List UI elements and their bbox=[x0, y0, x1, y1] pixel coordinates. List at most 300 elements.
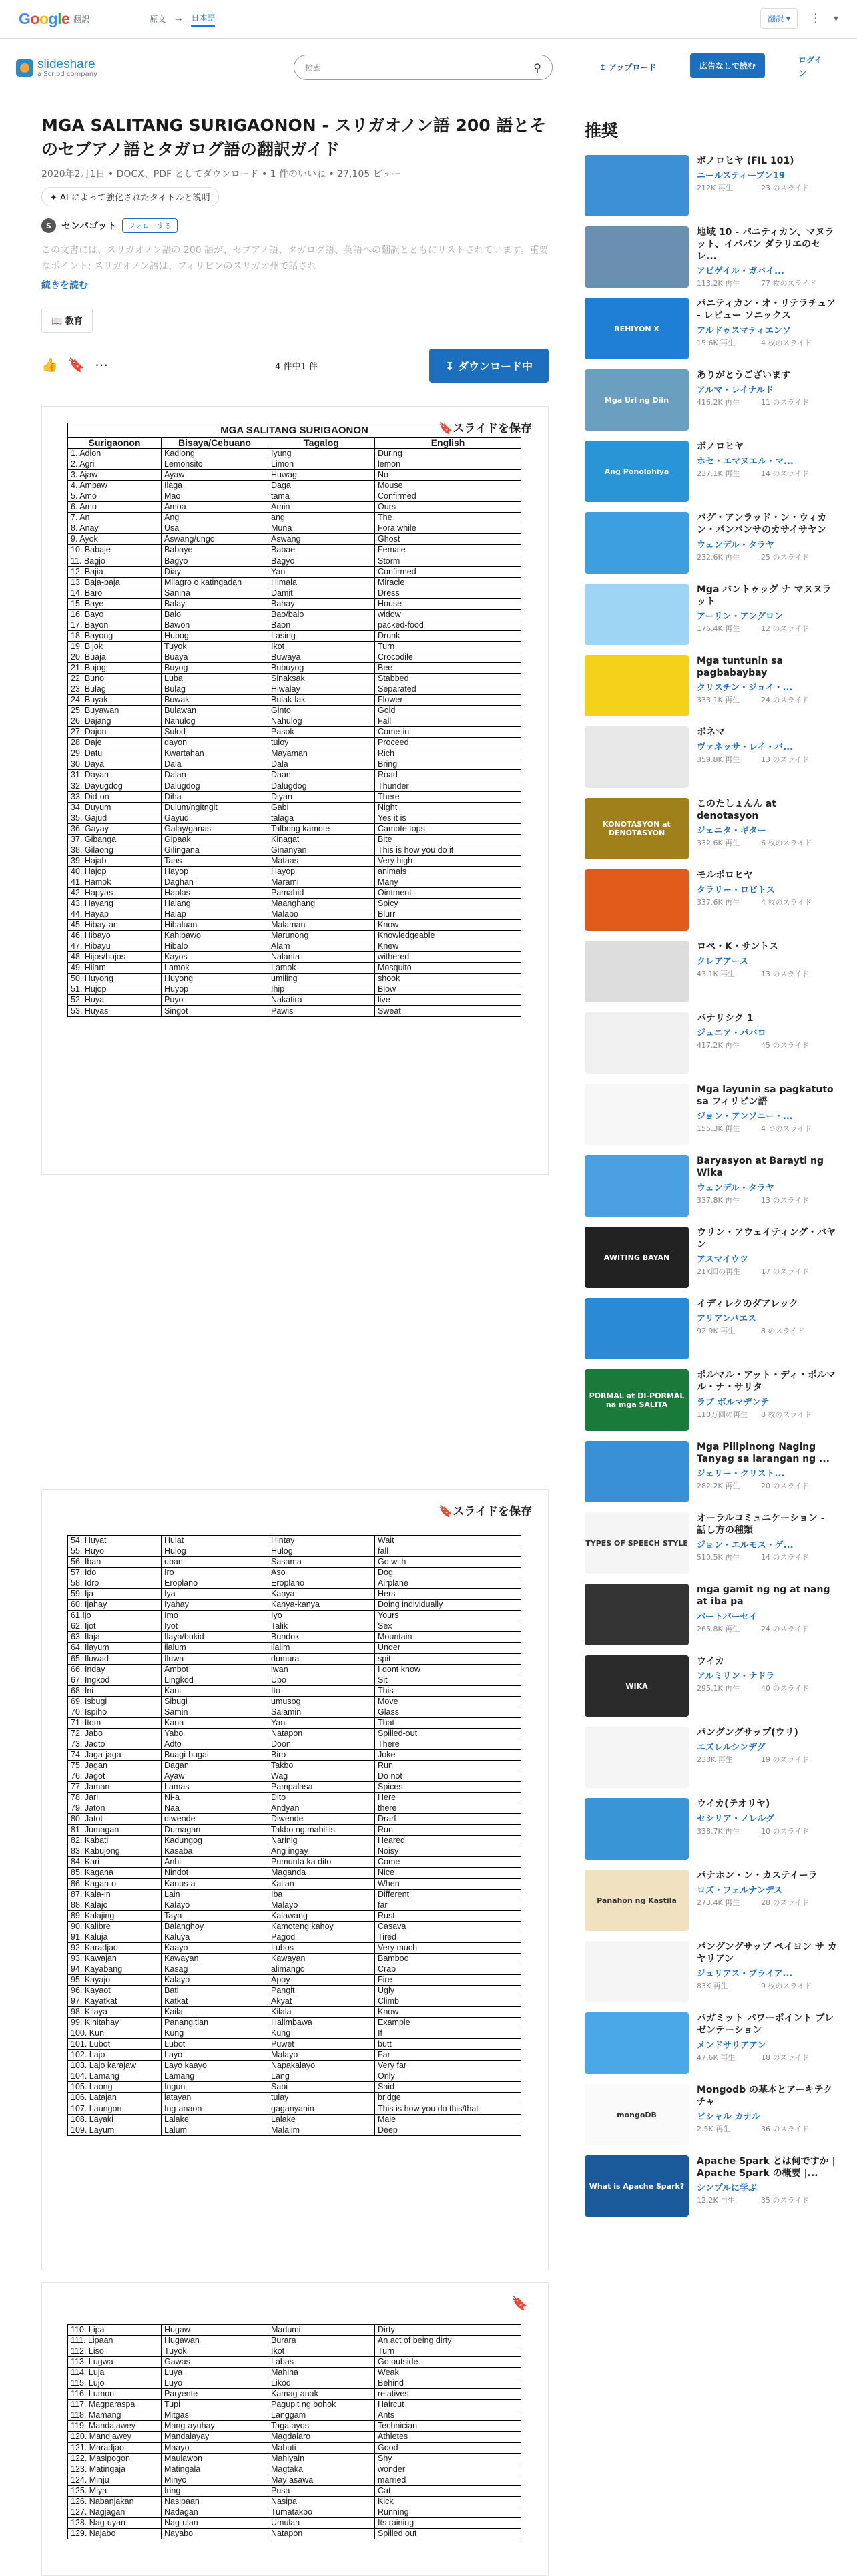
search-input[interactable] bbox=[294, 55, 553, 80]
table-cell: 33. Did-on bbox=[68, 791, 162, 802]
table-cell: Mao bbox=[162, 491, 268, 502]
slide-count: 4 枚のスライド bbox=[761, 339, 812, 347]
table-cell: Ang bbox=[162, 513, 268, 523]
recommendation-title[interactable]: パナホン・ン・カステイーラ bbox=[697, 1870, 818, 1881]
table-cell: 110. Lipa bbox=[68, 2325, 162, 2336]
login-link[interactable]: ログイン bbox=[798, 55, 822, 78]
table-cell: Come-in bbox=[375, 727, 521, 738]
table-row bbox=[68, 1760, 521, 1771]
table-cell: Ihip bbox=[268, 984, 375, 995]
download-icon: ↧ bbox=[445, 360, 458, 373]
view-count: 176.4K 再生 bbox=[697, 624, 740, 633]
table-row bbox=[68, 2464, 521, 2475]
table-cell: Mosquito bbox=[375, 963, 521, 974]
table-cell: Dala bbox=[268, 759, 375, 770]
table-cell: 25. Buyawan bbox=[68, 706, 162, 716]
more-icon[interactable]: ⋯ bbox=[95, 357, 108, 373]
table-cell: Gilingana bbox=[162, 845, 268, 855]
recommendation-stats bbox=[697, 1266, 837, 1277]
table-cell: Female bbox=[375, 545, 521, 556]
table-row bbox=[68, 556, 521, 566]
recommendation-item[interactable] bbox=[585, 1298, 845, 1369]
recommendation-title[interactable]: ボネマ bbox=[697, 727, 725, 738]
recommendation-thumbnail[interactable]: What is Apache Spark? bbox=[585, 2155, 689, 2217]
page-count: 4 件中1 件 bbox=[275, 362, 318, 372]
slide-count: 28 のスライド bbox=[761, 1898, 810, 1907]
recommendation-item[interactable] bbox=[585, 1084, 845, 1155]
table-cell: 65. Iluwad bbox=[68, 1653, 162, 1664]
recommendation-info bbox=[697, 1369, 837, 1441]
recommendation-thumbnail[interactable] bbox=[585, 1298, 689, 1359]
view-count: 12.2K 再生 bbox=[697, 2196, 736, 2205]
view-count: 416.2K 再生 bbox=[697, 398, 740, 407]
recommendation-author[interactable]: ラブ ボルマデンテ bbox=[697, 1398, 770, 1408]
table-cell: Apoy bbox=[268, 1974, 375, 1985]
recommendation-title[interactable]: ウリン・アウェイティング・バヤン bbox=[697, 1227, 836, 1250]
table-cell: Bawon bbox=[162, 620, 268, 630]
view-count: 338.7K 再生 bbox=[697, 1827, 740, 1836]
recommendation-thumbnail[interactable]: KONOTASYON at DENOTASYON bbox=[585, 798, 689, 859]
table-cell: ilalum bbox=[162, 1643, 268, 1653]
recommendation-item[interactable] bbox=[585, 2012, 845, 2084]
recommendation-author[interactable]: ニールスティーブン19 bbox=[697, 171, 785, 181]
table-cell: 43. Hayang bbox=[68, 899, 162, 909]
recommendation-author[interactable]: アリアンパエス bbox=[697, 1314, 757, 1324]
recommendation-thumbnail[interactable]: mongoDB bbox=[585, 2084, 689, 2145]
target-language[interactable]: 日本語 bbox=[191, 12, 215, 27]
table-cell: Crab bbox=[375, 1964, 521, 1974]
recommendation-title[interactable]: ロペ・K・サントス bbox=[697, 941, 779, 952]
document-main bbox=[41, 114, 549, 386]
more-vert-icon[interactable]: ⋮ bbox=[809, 11, 822, 25]
recommendation-author[interactable]: ジュリアス・ブライア... bbox=[697, 1969, 793, 1979]
table-cell: bridge bbox=[375, 2093, 521, 2103]
table-cell: 28. Daje bbox=[68, 738, 162, 748]
recommendation-author[interactable]: ジョン・アンソニー・... bbox=[697, 1112, 793, 1122]
recommendation-title[interactable]: ウイカ(テオリヤ) bbox=[697, 1799, 770, 1809]
table-row bbox=[68, 1803, 521, 1814]
table-cell: Wait bbox=[375, 1536, 521, 1546]
table-cell: Proceed bbox=[375, 738, 521, 748]
table-cell: Layo kaayo bbox=[162, 2061, 268, 2071]
read-more-link[interactable]: 続きを読む bbox=[41, 280, 88, 291]
recommendation-title[interactable]: パングングサップ ペイヨン サ カヤリアン bbox=[697, 1942, 837, 1964]
recommendation-title[interactable]: このたしょんん at denotasyon bbox=[697, 799, 777, 821]
recommendation-thumbnail[interactable] bbox=[585, 1727, 689, 1788]
avatar[interactable]: S bbox=[41, 218, 56, 233]
view-count: 337.8K 再生 bbox=[697, 1196, 740, 1205]
recommendation-info bbox=[697, 2155, 837, 2227]
recommendation-author[interactable]: アルドゥスマティエンソ bbox=[697, 326, 791, 336]
ai-badge[interactable] bbox=[41, 187, 219, 206]
table-cell: 14. Baro bbox=[68, 588, 162, 598]
recommendation-thumbnail[interactable]: TYPES OF SPEECH STYLE bbox=[585, 1512, 689, 1574]
table-cell: Nalanta bbox=[268, 952, 375, 963]
recommendation-author[interactable]: ロズ・フェルナンデス bbox=[697, 1886, 783, 1896]
save-slide-button[interactable] bbox=[439, 1502, 532, 1518]
recommendation-thumbnail[interactable] bbox=[585, 1941, 689, 2002]
table-cell: During bbox=[375, 449, 521, 459]
view-count: 333.1K 再生 bbox=[697, 696, 740, 704]
recommendation-author[interactable]: ジェリー・クリスト... bbox=[697, 1469, 785, 1479]
recommendation-thumbnail[interactable]: PORMAL at DI-PORMAL na mga SALITA bbox=[585, 1369, 689, 1431]
recommendation-thumbnail[interactable] bbox=[585, 1084, 689, 1145]
recommendation-author[interactable]: パートバーセイ bbox=[697, 1612, 758, 1622]
recommendation-thumbnail[interactable] bbox=[585, 155, 689, 216]
table-cell: Diyan bbox=[268, 791, 375, 802]
recommendation-item[interactable] bbox=[585, 512, 845, 584]
table-body bbox=[68, 1536, 521, 2136]
recommendation-stats bbox=[697, 1480, 837, 1491]
recommendation-author[interactable]: ウェンデル・タラヤ bbox=[697, 1183, 774, 1193]
table-cell: Confirmed bbox=[375, 566, 521, 577]
recommendation-item[interactable] bbox=[585, 1655, 845, 1727]
table-cell: Maayo bbox=[162, 2442, 268, 2453]
recommendation-thumbnail[interactable] bbox=[585, 941, 689, 1002]
recommendation-thumbnail[interactable] bbox=[585, 512, 689, 574]
recommendation-author[interactable]: ホセ・エマヌエル・マ... bbox=[697, 457, 794, 467]
table-row bbox=[68, 652, 521, 662]
table-cell: lemon bbox=[375, 459, 521, 470]
recommendation-title[interactable]: パングングサップ(ウリ) bbox=[697, 1727, 798, 1738]
recommendation-item[interactable] bbox=[585, 726, 845, 798]
recommendation-title[interactable]: パナリシク 1 bbox=[697, 1013, 754, 1024]
table-cell: Many bbox=[375, 877, 521, 887]
recommendation-title[interactable]: Mga バントゥッグ ナ マヌヌラット bbox=[697, 584, 832, 607]
table-cell: Iba bbox=[268, 1889, 375, 1900]
recommendation-author[interactable]: クレアアース bbox=[697, 957, 748, 967]
recommendation-author[interactable]: セシリア・ノレルグ bbox=[697, 1814, 774, 1824]
recommendation-thumbnail[interactable]: Panahon ng Kastila bbox=[585, 1870, 689, 1931]
chevron-down-icon[interactable]: ▾ bbox=[833, 13, 838, 24]
recommendation-author[interactable]: エズレルシンデグ bbox=[697, 1743, 766, 1753]
table-row bbox=[68, 2125, 521, 2135]
table-cell: Sulod bbox=[162, 727, 268, 738]
recommendation-thumbnail[interactable] bbox=[585, 726, 689, 788]
table-cell: 83. Kabujong bbox=[68, 1846, 162, 1857]
table-row bbox=[68, 1600, 521, 1611]
table-cell: Adto bbox=[162, 1739, 268, 1749]
recommendation-item[interactable] bbox=[585, 1941, 845, 2012]
slide-count: 25 のスライド bbox=[761, 553, 810, 562]
table-cell: 98. Kilaya bbox=[68, 2007, 162, 2018]
table-cell: Run bbox=[375, 1825, 521, 1836]
recommendation-author[interactable]: メンドサリアアン bbox=[697, 2041, 766, 2051]
recommendation-thumbnail[interactable] bbox=[585, 1441, 689, 1502]
recommendation-title[interactable]: Baryasyon at Barayti ng Wika bbox=[697, 1156, 824, 1178]
table-cell: Kinagat bbox=[268, 834, 375, 845]
recommendation-thumbnail[interactable]: Ang Ponolohiya bbox=[585, 441, 689, 502]
table-row bbox=[68, 855, 521, 866]
recommendation-item[interactable] bbox=[585, 2155, 845, 2227]
table-cell: 8. Anay bbox=[68, 523, 162, 534]
table-row bbox=[68, 1685, 521, 1696]
table-cell: Flower bbox=[375, 695, 521, 706]
table-row bbox=[68, 1782, 521, 1793]
recommendation-item[interactable] bbox=[585, 1870, 845, 1941]
table-cell: Nadagan bbox=[162, 2507, 268, 2517]
table-cell: Turn bbox=[375, 2346, 521, 2357]
table-cell: 12. Bajia bbox=[68, 566, 162, 577]
recommendation-title[interactable]: オーラルコミュニケーション - 話し方の種類 bbox=[697, 1513, 825, 1536]
search-icon[interactable]: ⚲ bbox=[533, 61, 541, 74]
table-row bbox=[68, 2378, 521, 2389]
table-cell: Lang bbox=[268, 2071, 375, 2082]
table-cell: Dito bbox=[268, 1793, 375, 1803]
table-row bbox=[68, 1557, 521, 1568]
table-cell: Narinig bbox=[268, 1836, 375, 1846]
recommendation-title[interactable]: ありがとうございます bbox=[697, 370, 790, 381]
recommendation-title[interactable]: モルポロヒヤ bbox=[697, 870, 753, 881]
table-cell: Weak bbox=[375, 2368, 521, 2378]
translate-menu-button[interactable]: 翻訳 ▾ bbox=[760, 8, 798, 29]
table-cell: Noisy bbox=[375, 1846, 521, 1857]
table-cell: If bbox=[375, 2028, 521, 2039]
table-row bbox=[68, 1707, 521, 1717]
recommendation-author[interactable]: シンプルに学ぶ bbox=[697, 2183, 758, 2193]
recommendation-thumbnail[interactable] bbox=[585, 1584, 689, 1645]
recommendation-title[interactable]: ボノロヒヤ (FIL 101) bbox=[697, 156, 794, 166]
table-cell: 73. Jadto bbox=[68, 1739, 162, 1749]
bookmark-icon[interactable]: 🔖 bbox=[511, 2295, 528, 2311]
table-cell: 114. Luja bbox=[68, 2368, 162, 2378]
table-row bbox=[68, 802, 521, 813]
table-cell: Ours bbox=[375, 502, 521, 513]
recommendation-item[interactable] bbox=[585, 441, 845, 512]
recommendation-thumbnail[interactable] bbox=[585, 1012, 689, 1074]
recommendation-title[interactable]: Mga layunin sa pagkatuto sa フィリピン語 bbox=[697, 1084, 834, 1107]
table-row bbox=[68, 2007, 521, 2018]
author-name[interactable]: センバゴット bbox=[61, 221, 117, 232]
recommendation-title[interactable]: Apache Spark とは何ですか | Apache Spark の概要 |... bbox=[697, 2156, 836, 2179]
table-cell: Lalum bbox=[162, 2125, 268, 2135]
recommendation-item[interactable] bbox=[585, 2084, 845, 2155]
table-cell: Very much bbox=[375, 1942, 521, 1953]
recommendation-item[interactable] bbox=[585, 155, 845, 226]
recommendation-thumbnail[interactable] bbox=[585, 1155, 689, 1217]
recommendation-info bbox=[697, 1441, 837, 1512]
recommendation-item[interactable] bbox=[585, 1441, 845, 1512]
recommendation-thumbnail[interactable]: AWITING BAYAN bbox=[585, 1227, 689, 1288]
recommendation-item[interactable] bbox=[585, 798, 845, 869]
recommendation-title[interactable]: ウイカ bbox=[697, 1656, 725, 1667]
recommendation-item[interactable] bbox=[585, 1584, 845, 1655]
recommendation-author[interactable]: ジェニタ・ギター bbox=[697, 826, 766, 836]
table-cell: Huyop bbox=[162, 984, 268, 995]
recommendation-item[interactable] bbox=[585, 869, 845, 941]
table-cell: Thunder bbox=[375, 781, 521, 791]
recommendation-item[interactable] bbox=[585, 655, 845, 726]
recommendation-title[interactable]: Mongodb の基本とアーキテクチャ bbox=[697, 2085, 833, 2107]
recommendation-author[interactable]: アーリン・アングロン bbox=[697, 612, 783, 622]
table-cell: 113. Lugwa bbox=[68, 2357, 162, 2368]
table-row bbox=[68, 2082, 521, 2093]
table-cell: Pampalasa bbox=[268, 1782, 375, 1793]
download-button[interactable] bbox=[429, 349, 549, 383]
recommendation-item[interactable] bbox=[585, 298, 845, 369]
recommendation-item[interactable] bbox=[585, 1512, 845, 1584]
recommendation-item[interactable] bbox=[585, 1012, 845, 1084]
recommendation-author[interactable]: ビシャル カナル bbox=[697, 2112, 760, 2122]
recommendation-title[interactable]: パニティカン・オ・リテラチュア - レビュー ソニックス bbox=[697, 298, 836, 321]
recommendation-item[interactable] bbox=[585, 1727, 845, 1798]
table-cell: Blurr bbox=[375, 909, 521, 920]
table-cell: Iring bbox=[162, 2485, 268, 2496]
follow-button[interactable]: フォローする bbox=[122, 218, 178, 233]
table-cell: Ants bbox=[375, 2410, 521, 2421]
table-cell: Ayaw bbox=[162, 1771, 268, 1782]
vocab-table bbox=[67, 2324, 521, 2539]
table-cell: Kung bbox=[162, 2028, 268, 2039]
recommendation-author[interactable]: タラリー・ロビトス bbox=[697, 885, 775, 895]
bookmark-icon[interactable]: 🔖 bbox=[68, 357, 85, 373]
recommendation-title[interactable]: 地域 10 - パニティカン、マヌラット、イバパン ダラリエのセレ... bbox=[697, 227, 834, 262]
recommendation-title[interactable]: Mga Pilipinong Naging Tanyag sa larangan ng ... bbox=[697, 1442, 830, 1464]
slide-count: 9 枚のスライド bbox=[761, 1982, 812, 1990]
table-cell: Kalawang bbox=[268, 1910, 375, 1921]
table-cell: Athletes bbox=[375, 2432, 521, 2442]
table-cell: Nindot bbox=[162, 1868, 268, 1878]
recommendation-item[interactable] bbox=[585, 369, 845, 441]
table-row bbox=[68, 2485, 521, 2496]
recommendation-author[interactable]: アルマ・レイナルド bbox=[697, 385, 774, 395]
recommendation-stats bbox=[697, 1897, 837, 1908]
recommendation-title[interactable]: バグ・アンラッド・ン・ウィカン・パンバンサのカサイサヤン bbox=[697, 513, 827, 535]
slide-count: 11 のスライド bbox=[761, 398, 810, 407]
table-cell: 49. Hilam bbox=[68, 963, 162, 974]
table-cell: House bbox=[375, 598, 521, 609]
recommendation-thumbnail[interactable] bbox=[585, 2012, 689, 2074]
recommendation-thumbnail[interactable] bbox=[585, 584, 689, 645]
view-count: 2.5K 再生 bbox=[697, 2125, 731, 2133]
recommendation-thumbnail[interactable]: REHIYON X bbox=[585, 298, 689, 359]
slideshare-header bbox=[0, 39, 857, 97]
header-cell: Bisaya/Cebuano bbox=[162, 438, 268, 449]
upload-link[interactable] bbox=[599, 61, 656, 73]
recommendation-author[interactable]: ジュニア・パバロ bbox=[697, 1028, 766, 1038]
table-cell: Sex bbox=[375, 1621, 521, 1632]
slide-count: 40 のスライド bbox=[761, 1684, 810, 1693]
recommendation-item[interactable] bbox=[585, 1155, 845, 1227]
recommendation-thumbnail[interactable] bbox=[585, 226, 689, 288]
table-row bbox=[68, 2442, 521, 2453]
like-icon[interactable]: 👍 bbox=[41, 357, 58, 373]
table-cell: Drarf bbox=[375, 1814, 521, 1825]
recommendation-item[interactable] bbox=[585, 584, 845, 655]
arrow-icon: → bbox=[175, 14, 182, 24]
table-row bbox=[68, 931, 521, 941]
recommendation-thumbnail[interactable]: WIKA bbox=[585, 1655, 689, 1717]
table-cell: I dont know bbox=[375, 1664, 521, 1675]
table-cell: Drunk bbox=[375, 630, 521, 641]
recommendation-author[interactable]: アビゲイル・ガバイ... bbox=[697, 266, 784, 276]
download-label: ダウンロード中 bbox=[457, 360, 533, 373]
recommendation-author[interactable]: ウェンデル・タラヤ bbox=[697, 540, 774, 550]
upload-icon: ↥ bbox=[599, 63, 609, 72]
slide-count: 6 枚のスライド bbox=[761, 839, 812, 847]
table-cell: 3. Ajaw bbox=[68, 470, 162, 481]
table-row bbox=[68, 834, 521, 845]
slideshare-logo[interactable] bbox=[16, 59, 97, 78]
category-chip[interactable] bbox=[41, 308, 93, 333]
recommendation-author[interactable]: アルミリン・ナドラ bbox=[697, 1671, 775, 1681]
table-cell: 106. Latajan bbox=[68, 2093, 162, 2103]
table-cell: Kamoteng kahoy bbox=[268, 1921, 375, 1932]
recommendation-title[interactable]: mga gamit ng ng at nang at iba pa bbox=[697, 1584, 830, 1607]
table-cell: Know bbox=[375, 920, 521, 931]
table-cell: Knew bbox=[375, 941, 521, 952]
recommendation-title[interactable]: ボノロヒヤ bbox=[697, 441, 744, 452]
table-cell: Kailan bbox=[268, 1878, 375, 1889]
table-cell: Nayabo bbox=[162, 2528, 268, 2539]
table-cell: 94. Kayabang bbox=[68, 1964, 162, 1974]
recommendation-item[interactable] bbox=[585, 1227, 845, 1298]
table-cell: Mabuti bbox=[268, 2442, 375, 2453]
recommendation-author[interactable]: クリスチン・ジョイ・... bbox=[697, 683, 793, 693]
recommendation-item[interactable] bbox=[585, 941, 845, 1012]
recommendation-title[interactable]: イディレクのダアレック bbox=[697, 1299, 798, 1309]
table-cell: 30. Daya bbox=[68, 759, 162, 770]
bookmark-icon: 🔖 bbox=[439, 422, 453, 435]
ad-free-button[interactable]: 広告なしで読む bbox=[690, 53, 765, 78]
recommendation-thumbnail[interactable] bbox=[585, 1798, 689, 1860]
recommendation-item[interactable] bbox=[585, 1369, 845, 1441]
view-count: 47.6K 再生 bbox=[697, 2053, 736, 2062]
table-cell: 18. Bayong bbox=[68, 630, 162, 641]
table-cell: Dress bbox=[375, 588, 521, 598]
view-count: 110万回の再生 bbox=[697, 1410, 748, 1419]
table-cell: Taya bbox=[162, 1910, 268, 1921]
view-count: 337.6K 再生 bbox=[697, 898, 740, 907]
table-cell: 78. Jari bbox=[68, 1793, 162, 1803]
recommendation-thumbnail[interactable] bbox=[585, 869, 689, 931]
table-cell: tama bbox=[268, 491, 375, 502]
table-cell: Iyo bbox=[268, 1611, 375, 1621]
table-cell: Bamboo bbox=[375, 1953, 521, 1964]
recommendation-author[interactable]: ヴァネッサ・レイ・バ... bbox=[697, 742, 794, 753]
table-cell: 9. Ayok bbox=[68, 534, 162, 545]
recommendation-info bbox=[697, 1727, 837, 1798]
recommendation-author[interactable]: ジョン・エルモス・ゲ... bbox=[697, 1540, 794, 1550]
table-cell: ilalim bbox=[268, 1643, 375, 1653]
table-cell: Baon bbox=[268, 620, 375, 630]
recommendation-item[interactable] bbox=[585, 226, 845, 298]
table-cell: Buaya bbox=[162, 652, 268, 662]
table-cell: 85. Kagana bbox=[68, 1868, 162, 1878]
recommendation-thumbnail[interactable] bbox=[585, 655, 689, 716]
recommendation-title[interactable]: パガミット パワーポイント プレゼンテーション bbox=[697, 2013, 834, 2036]
source-language[interactable]: 原文 bbox=[150, 15, 166, 24]
table-cell: Malabo bbox=[268, 909, 375, 920]
table-cell: There bbox=[375, 1739, 521, 1749]
view-count: 92.9K 再生 bbox=[697, 1327, 736, 1335]
recommendation-title[interactable]: Mga tuntunin sa pagbabaybay bbox=[697, 656, 783, 678]
table-cell: Dalugdog bbox=[162, 781, 268, 791]
table-cell: 23. Bulag bbox=[68, 684, 162, 695]
recommendation-title[interactable]: ポルマル・アット・ディ・ポルマル・ナ・サリタ bbox=[697, 1370, 836, 1393]
table-cell: Ito bbox=[268, 1685, 375, 1696]
table-row bbox=[68, 1900, 521, 1910]
recommendation-author[interactable]: アスマイウツ bbox=[697, 1255, 748, 1265]
table-cell: Mandalayay bbox=[162, 2432, 268, 2442]
save-slide-label: スライドを保存 bbox=[453, 1505, 532, 1518]
table-cell: Yours bbox=[375, 1611, 521, 1621]
recommendation-thumbnail[interactable]: Mga Uri ng Diin bbox=[585, 369, 689, 431]
table-cell: Eroplano bbox=[268, 1578, 375, 1589]
table-row bbox=[68, 1932, 521, 1942]
recommendation-item[interactable] bbox=[585, 1798, 845, 1870]
table-cell: Knowledgeable bbox=[375, 931, 521, 941]
